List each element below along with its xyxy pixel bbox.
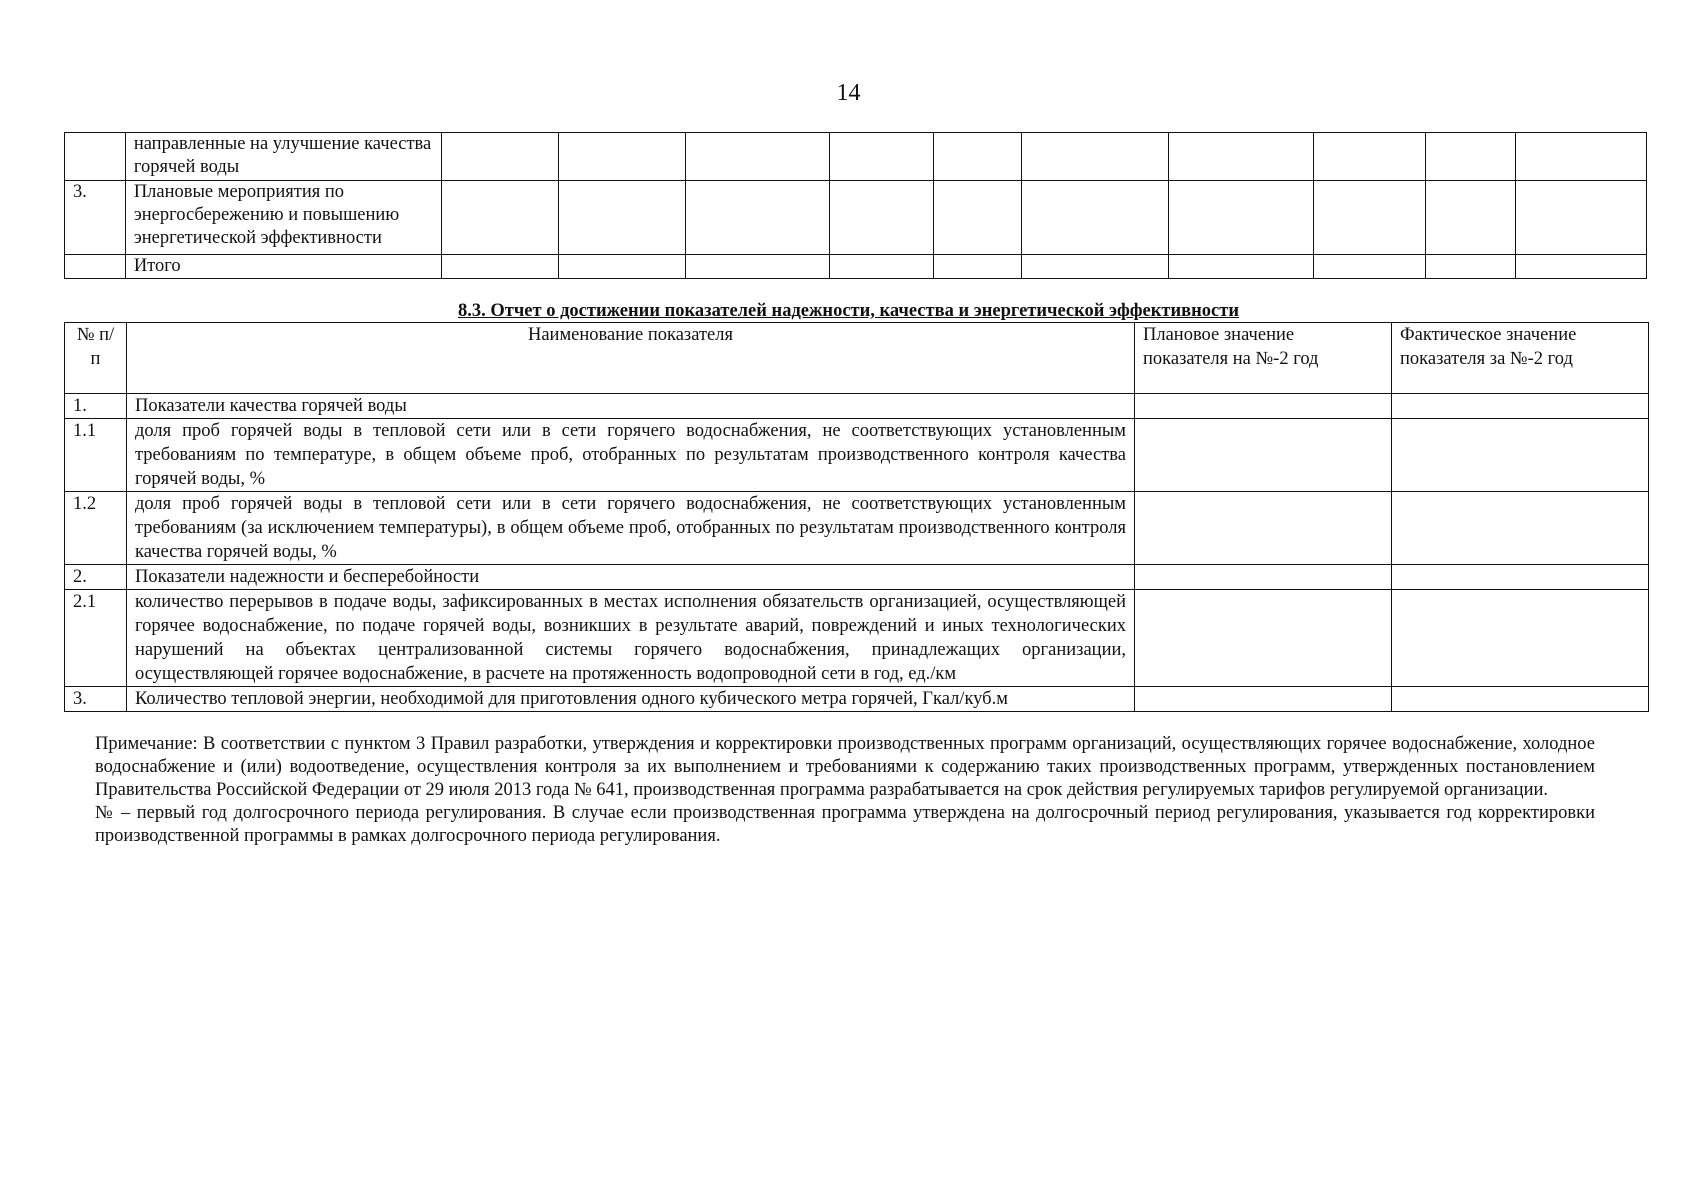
empty-cell bbox=[829, 255, 933, 279]
row-number: 3. bbox=[65, 181, 126, 255]
table-row-total bbox=[65, 255, 1647, 279]
table-row bbox=[65, 394, 1649, 419]
row-number: 2. bbox=[65, 565, 127, 590]
empty-cell bbox=[1169, 181, 1313, 255]
empty-cell bbox=[559, 255, 685, 279]
empty-cell bbox=[685, 181, 829, 255]
actual-value-cell bbox=[1392, 419, 1649, 492]
empty-cell bbox=[1425, 181, 1515, 255]
table-row bbox=[65, 181, 1647, 255]
row-number: 1. bbox=[65, 394, 127, 419]
header-indicator-name: Наименование показателя bbox=[127, 323, 1135, 394]
empty-cell bbox=[1022, 181, 1169, 255]
empty-cell bbox=[1425, 255, 1515, 279]
row-number bbox=[65, 255, 126, 279]
empty-cell bbox=[1515, 255, 1646, 279]
indicator-name: доля проб горячей воды в тепловой сети или в сети горячего водоснабжения, не соответствующих установленным требованиям (за исключением температуры), в общем объеме проб, отобранных по результатам производственного контроля качества горячей воды, % bbox=[127, 492, 1135, 565]
empty-cell bbox=[829, 133, 933, 181]
empty-cell bbox=[1425, 133, 1515, 181]
actual-value-cell bbox=[1392, 565, 1649, 590]
indicator-name: Показатели надежности и бесперебойности bbox=[127, 565, 1135, 590]
indicator-name: Количество тепловой энергии, необходимой для приготовления одного кубического метра горячей, Гкал/куб.м bbox=[127, 687, 1135, 712]
empty-cell bbox=[559, 133, 685, 181]
empty-cell bbox=[559, 181, 685, 255]
empty-cell bbox=[1022, 255, 1169, 279]
table-row bbox=[65, 419, 1649, 492]
empty-cell bbox=[1313, 255, 1425, 279]
header-planned-value: Плановое значение показателя на №-2 год bbox=[1135, 323, 1392, 394]
header-number: № п/п bbox=[65, 323, 127, 394]
empty-cell bbox=[1022, 133, 1169, 181]
row-number: 2.1 bbox=[65, 590, 127, 687]
notes-block bbox=[95, 733, 1595, 848]
row-name: направленные на улучшение качества горячей воды bbox=[125, 133, 441, 181]
empty-cell bbox=[441, 255, 558, 279]
total-label: Итого bbox=[125, 255, 441, 279]
indicator-name: доля проб горячей воды в тепловой сети или в сети горячего водоснабжения, не соответствующих установленным требованиям по температуре, в общем объеме проб, отобранных по результатам производственного контроля качества горячей воды, % bbox=[127, 419, 1135, 492]
empty-cell bbox=[1515, 133, 1646, 181]
empty-cell bbox=[441, 181, 558, 255]
row-number bbox=[65, 133, 126, 181]
empty-cell bbox=[934, 255, 1022, 279]
empty-cell bbox=[1169, 133, 1313, 181]
row-number: 1.1 bbox=[65, 419, 127, 492]
row-number: 3. bbox=[65, 687, 127, 712]
actual-value-cell bbox=[1392, 492, 1649, 565]
measures-table-continuation bbox=[64, 132, 1647, 279]
indicators-report-table bbox=[64, 322, 1649, 712]
empty-cell bbox=[829, 181, 933, 255]
row-number: 1.2 bbox=[65, 492, 127, 565]
table-row bbox=[65, 565, 1649, 590]
planned-value-cell bbox=[1135, 394, 1392, 419]
table-row bbox=[65, 687, 1649, 712]
empty-cell bbox=[934, 181, 1022, 255]
header-actual-value: Фактическое значение показателя за №-2 год bbox=[1392, 323, 1649, 394]
indicator-name: Показатели качества горячей воды bbox=[127, 394, 1135, 419]
empty-cell bbox=[1515, 181, 1646, 255]
empty-cell bbox=[1169, 255, 1313, 279]
indicator-name: количество перерывов в подаче воды, зафиксированных в местах исполнения обязательств организацией, осуществляющей горячее водоснабжение, по подаче горячей воды, возникших в результате аварий, повреждений и иных технологических нарушений на объектах централизованной системы горячего водоснабжения, принадлежащих организации, осуществляющей горячее водоснабжение, в расчете на протяженность водопроводной сети в год, ед./км bbox=[127, 590, 1135, 687]
actual-value-cell bbox=[1392, 590, 1649, 687]
planned-value-cell bbox=[1135, 687, 1392, 712]
page-number: 14 bbox=[836, 80, 861, 106]
actual-value-cell bbox=[1392, 687, 1649, 712]
actual-value-cell bbox=[1392, 394, 1649, 419]
row-name: Плановые мероприятия по энергосбережению и повышению энергетической эффективности bbox=[125, 181, 441, 255]
empty-cell bbox=[685, 255, 829, 279]
planned-value-cell bbox=[1135, 492, 1392, 565]
empty-cell bbox=[441, 133, 558, 181]
planned-value-cell bbox=[1135, 419, 1392, 492]
note-paragraph: Примечание: В соответствии с пунктом 3 Правил разработки, утверждения и корректировки производственных программ организаций, осуществляющих горячее водоснабжение, холодное водоснабжение и (или) водоотведение, осуществления контроля за их выполнением и требованиями к содержанию таких производственных программ, утвержденных постановлением Правительства Российской Федерации от 29 июля 2013 года № 641, производственная программа разрабатывается на срок действия регулируемых тарифов регулируемой организации. bbox=[95, 734, 1595, 800]
table-row bbox=[65, 590, 1649, 687]
empty-cell bbox=[1313, 133, 1425, 181]
table-header-row bbox=[65, 323, 1649, 394]
planned-value-cell bbox=[1135, 590, 1392, 687]
empty-cell bbox=[685, 133, 829, 181]
section-title: 8.3. Отчет о достижении показателей надежности, качества и энергетической эффективности bbox=[457, 301, 1240, 321]
note-paragraph: № – первый год долгосрочного периода регулирования. В случае если производственная программа утверждена на долгосрочный период регулирования, указывается год корректировки производственной программы в рамках долгосрочного периода регулирования. bbox=[95, 803, 1595, 846]
planned-value-cell bbox=[1135, 565, 1392, 590]
table-row bbox=[65, 133, 1647, 181]
table-row bbox=[65, 492, 1649, 565]
empty-cell bbox=[1313, 181, 1425, 255]
empty-cell bbox=[934, 133, 1022, 181]
